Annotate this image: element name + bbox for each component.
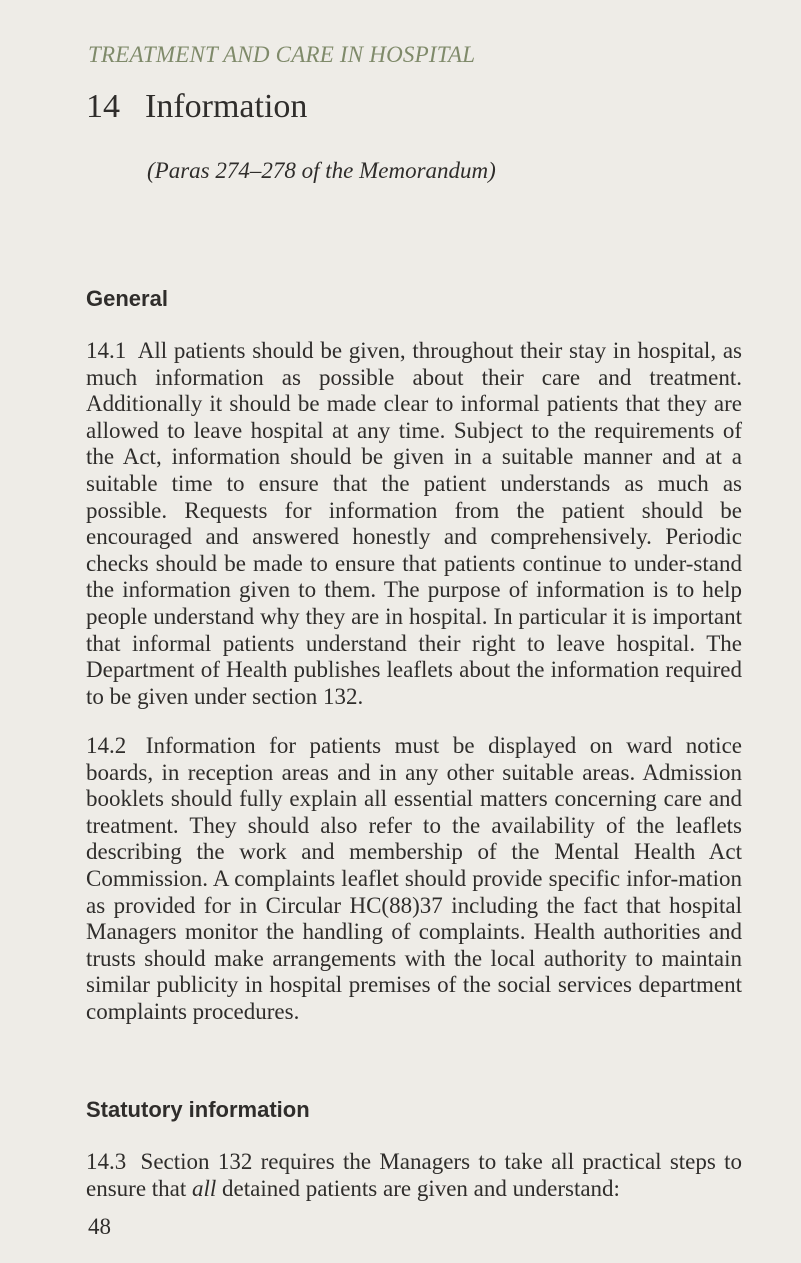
chapter-subtitle: (Paras 274–278 of the Memorandum) [147, 158, 496, 183]
paragraph-14-2 [86, 733, 742, 1026]
page-number: 48 [88, 1214, 111, 1239]
section-heading-general: General [86, 286, 168, 311]
chapter-title: Information [145, 88, 308, 125]
chapter-heading [86, 88, 307, 126]
paragraph-number: 14.2 [86, 733, 127, 758]
paragraph-14-1 [86, 338, 742, 710]
running-head: TREATMENT AND CARE IN HOSPITAL [88, 42, 476, 67]
paragraph-text: Section 132 requires the Managers to take all practical steps to ensure that [86, 1149, 743, 1201]
chapter-number: 14 [86, 88, 120, 125]
paragraph-text: Information for patients must be displayed on ward notice boards, in reception areas and in any other suitable areas. Admission booklets should fully explain all essential matters concerning care and treatment. They should also refer to the availability of the leaflets describing the work and membership of the Mental Health Act Commission. A complaints leaflet should provide specific infor-mation as provided for in Circular HC(88)37 including the fact that hospital Managers monitor the handling of complaints. Health authorities and trusts should make arrangements with the local authority to maintain similar publicity in hospital premises of the social services department complaints procedures. [86, 733, 742, 1024]
paragraph-number: 14.3 [86, 1149, 127, 1174]
paragraph-text-continued: detained patients are given and understand: [216, 1175, 620, 1201]
paragraph-14-3 [86, 1149, 742, 1202]
paragraph-text: All patients should be given, throughout their stay in hospital, as much information as possible about their care and treatment. Additionally it should be made clear to informal patients that they are allowed to leave hospital at any time. Subject to the requirements of the Act, information should be given in a suitable manner and at a suitable time to ensure that the patient understands as much as possible. Requests for information from the patient should be encouraged and answered honestly and comprehensively. Periodic checks should be made to ensure that patients continue to under-stand the information given to them. The purpose of information is to help people understand why they are in hospital. In particular it is important that informal patients understand their right to leave hospital. The Department of Health publishes leaflets about the information required to be given under section 132. [86, 338, 742, 709]
paragraph-number: 14.1 [86, 338, 127, 363]
section-heading-statutory-information: Statutory information [86, 1097, 310, 1122]
emphasis-text: all [192, 1175, 217, 1201]
